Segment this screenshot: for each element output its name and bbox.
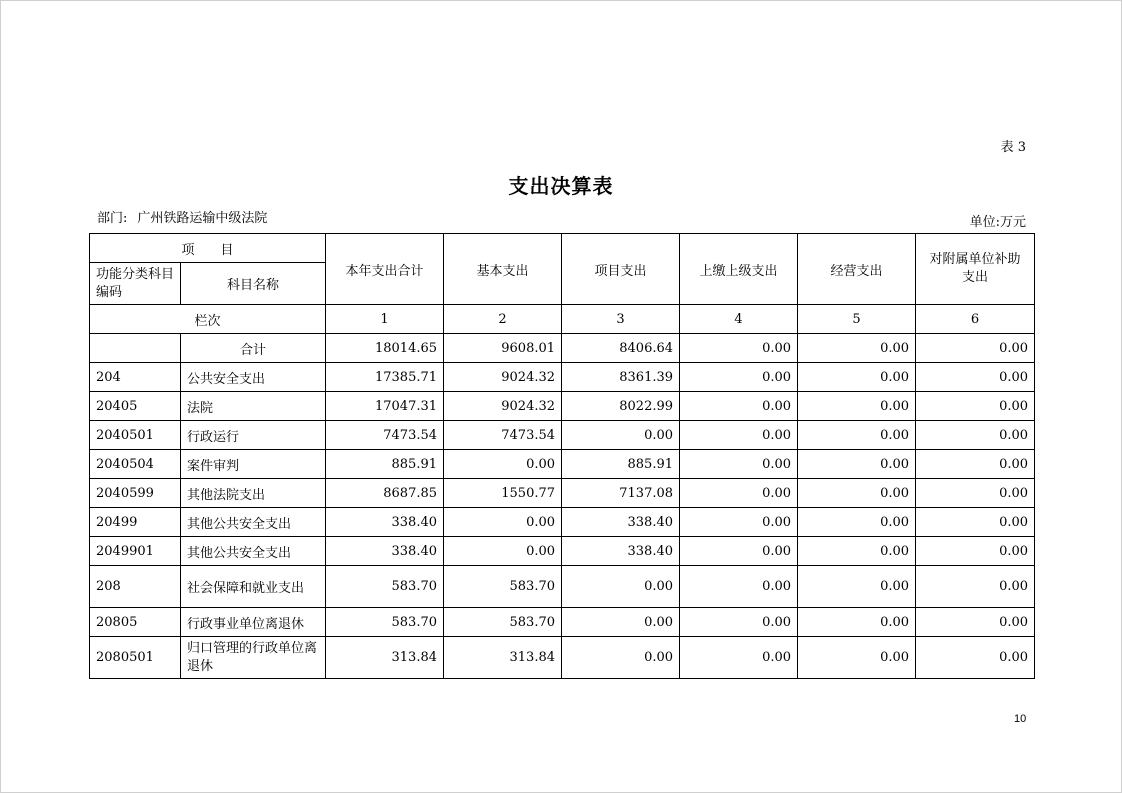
- page-number: 10: [1014, 713, 1027, 725]
- row-value: 9024.32: [444, 392, 562, 421]
- department-line: [97, 207, 267, 226]
- total-value: 8406.64: [562, 334, 680, 363]
- header-func-code: 功能分类科目编码: [90, 263, 181, 305]
- row-value: 0.00: [916, 637, 1035, 679]
- table-row: [90, 363, 1035, 392]
- row-value: 338.40: [562, 537, 680, 566]
- department-label: 部门:: [97, 211, 128, 226]
- table-row: [90, 637, 1035, 679]
- row-value: 338.40: [326, 537, 444, 566]
- header-row-index: 栏次: [90, 305, 326, 334]
- header-item: 项 目: [90, 234, 326, 263]
- row-name: 公共安全支出: [181, 363, 326, 392]
- row-value: 0.00: [916, 608, 1035, 637]
- row-value: 0.00: [562, 637, 680, 679]
- row-value: 885.91: [326, 450, 444, 479]
- table-number: 表 3: [1000, 140, 1026, 155]
- row-value: 0.00: [798, 479, 916, 508]
- row-value: 0.00: [680, 566, 798, 608]
- row-value: 7473.54: [326, 421, 444, 450]
- row-code: 2049901: [90, 537, 181, 566]
- row-value: 8022.99: [562, 392, 680, 421]
- row-name: 社会保障和就业支出: [181, 566, 326, 608]
- total-value: 0.00: [680, 334, 798, 363]
- total-row: [90, 334, 1035, 363]
- row-value: 0.00: [444, 508, 562, 537]
- row-name: 行政运行: [181, 421, 326, 450]
- row-value: 7137.08: [562, 479, 680, 508]
- row-value: 0.00: [798, 637, 916, 679]
- total-value: 9608.01: [444, 334, 562, 363]
- column-number: 1: [326, 305, 444, 334]
- row-value: 338.40: [326, 508, 444, 537]
- page-title: 支出决算表: [508, 174, 614, 198]
- row-value: 0.00: [680, 637, 798, 679]
- row-value: 7473.54: [444, 421, 562, 450]
- row-value: 583.70: [326, 566, 444, 608]
- column-number: 3: [562, 305, 680, 334]
- department-name: 广州铁路运输中级法院: [137, 211, 268, 226]
- unit-label: 单位:万元: [969, 215, 1026, 230]
- row-value: 583.70: [444, 566, 562, 608]
- row-value: 8687.85: [326, 479, 444, 508]
- row-value: 0.00: [916, 537, 1035, 566]
- row-value: 0.00: [798, 363, 916, 392]
- row-name: 归口管理的行政单位离退休: [181, 637, 326, 679]
- row-value: 0.00: [680, 508, 798, 537]
- row-value: 0.00: [798, 508, 916, 537]
- row-name: 法院: [181, 392, 326, 421]
- row-value: 885.91: [562, 450, 680, 479]
- row-value: 17047.31: [326, 392, 444, 421]
- header-col-3: 项目支出: [562, 234, 680, 305]
- row-name: 其他公共安全支出: [181, 508, 326, 537]
- row-value: 313.84: [444, 637, 562, 679]
- total-value: 18014.65: [326, 334, 444, 363]
- table-row: [90, 450, 1035, 479]
- total-label: 合计: [181, 334, 326, 363]
- table-row: [90, 508, 1035, 537]
- row-value: 338.40: [562, 508, 680, 537]
- row-value: 1550.77: [444, 479, 562, 508]
- row-value: 0.00: [798, 421, 916, 450]
- header-col-2: 基本支出: [444, 234, 562, 305]
- total-value: 0.00: [916, 334, 1035, 363]
- row-value: 0.00: [916, 508, 1035, 537]
- header-col-1: 本年支出合计: [326, 234, 444, 305]
- row-value: 0.00: [916, 450, 1035, 479]
- row-value: 0.00: [680, 392, 798, 421]
- table-row: [90, 566, 1035, 608]
- row-value: 0.00: [680, 421, 798, 450]
- row-value: 0.00: [798, 608, 916, 637]
- column-number: 2: [444, 305, 562, 334]
- row-name: 其他公共安全支出: [181, 537, 326, 566]
- total-value: 0.00: [798, 334, 916, 363]
- row-value: 0.00: [916, 392, 1035, 421]
- row-value: 9024.32: [444, 363, 562, 392]
- row-value: 17385.71: [326, 363, 444, 392]
- row-code: 2080501: [90, 637, 181, 679]
- total-code-cell: [90, 334, 181, 363]
- row-value: 0.00: [916, 421, 1035, 450]
- row-name: 案件审判: [181, 450, 326, 479]
- row-code: 2040501: [90, 421, 181, 450]
- row-value: 313.84: [326, 637, 444, 679]
- row-value: 0.00: [916, 566, 1035, 608]
- column-number: 6: [916, 305, 1035, 334]
- header-col-5: 经营支出: [798, 234, 916, 305]
- row-value: 583.70: [444, 608, 562, 637]
- row-value: 0.00: [798, 537, 916, 566]
- row-code: 2040599: [90, 479, 181, 508]
- table-row: [90, 608, 1035, 637]
- row-value: 0.00: [680, 537, 798, 566]
- table-row: [90, 537, 1035, 566]
- row-value: 0.00: [680, 450, 798, 479]
- row-value: 0.00: [798, 450, 916, 479]
- table-row: [90, 479, 1035, 508]
- row-code: 20499: [90, 508, 181, 537]
- column-number: 4: [680, 305, 798, 334]
- header-col-6: 对附属单位补助支出: [916, 234, 1035, 305]
- row-value: 0.00: [916, 363, 1035, 392]
- row-code: 20405: [90, 392, 181, 421]
- row-code: 20805: [90, 608, 181, 637]
- header-subject-name: 科目名称: [181, 263, 326, 305]
- header-col-4: 上缴上级支出: [680, 234, 798, 305]
- row-value: 0.00: [562, 608, 680, 637]
- row-value: 0.00: [444, 450, 562, 479]
- row-value: 0.00: [680, 363, 798, 392]
- row-code: 2040504: [90, 450, 181, 479]
- row-value: 0.00: [798, 566, 916, 608]
- row-value: 0.00: [562, 566, 680, 608]
- row-name: 行政事业单位离退休: [181, 608, 326, 637]
- row-code: 204: [90, 363, 181, 392]
- row-value: 0.00: [916, 479, 1035, 508]
- row-value: 8361.39: [562, 363, 680, 392]
- row-code: 208: [90, 566, 181, 608]
- row-value: 583.70: [326, 608, 444, 637]
- row-value: 0.00: [562, 421, 680, 450]
- expenditure-table: [89, 233, 1035, 679]
- table-row: [90, 421, 1035, 450]
- row-value: 0.00: [680, 608, 798, 637]
- row-value: 0.00: [444, 537, 562, 566]
- column-number: 5: [798, 305, 916, 334]
- table-row: [90, 392, 1035, 421]
- row-value: 0.00: [680, 479, 798, 508]
- row-name: 其他法院支出: [181, 479, 326, 508]
- row-value: 0.00: [798, 392, 916, 421]
